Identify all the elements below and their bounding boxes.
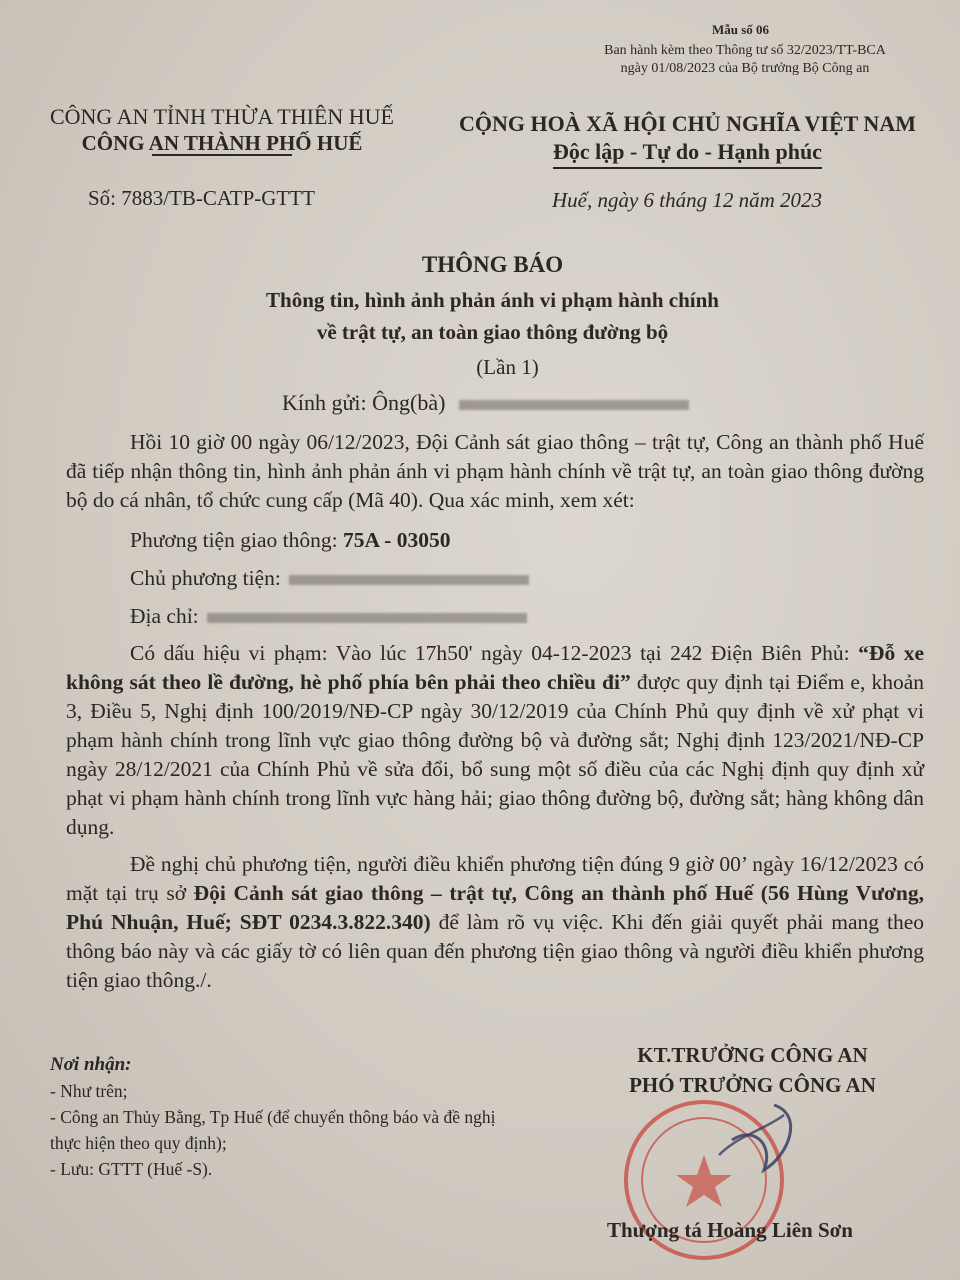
request-rest: để làm rõ vụ việc. Khi đến giải quyết phải mang theo thông báo này và các giấy tờ có liên quan đến phương tiện giao thông và người điều khiển phương tiện giao thông./. xyxy=(66,910,924,992)
form-reference xyxy=(585,42,905,78)
issuing-agency xyxy=(22,104,422,156)
request-lead: Đề nghị chủ phương tiện, người điều khiển phương tiện đúng 9 giờ 00’ ngày 16/12/2023 có mặt tại trụ sở xyxy=(66,852,924,905)
violation-rest: được quy định tại Điểm e, khoản 3, Điều 5, Nghị định 100/2019/NĐ-CP ngày 30/12/2019 của Chính Phủ quy định về xử phạt vi phạm hành chính trong lĩnh vực giao thông đường bộ và đường sắt; Nghị định 123/2021/NĐ-CP ngày 28/12/2021 của Chính Phủ về sửa đổi, bổ sung một số điều của các Nghị định quy định xử phạt vi phạm hành chính trong lĩnh vực hàng hải; giao thông đường bộ, đường sắt; hàng không dân dụng. xyxy=(66,670,924,839)
signer-name: Thượng tá Hoàng Liên Sơn xyxy=(607,1218,853,1242)
subtitle-line2: về trật tự, an toàn giao thông đường bộ xyxy=(316,320,669,344)
salutation-text: Kính gửi: Ông(bà) xyxy=(282,390,446,415)
redacted-owner xyxy=(289,575,529,585)
recipients-block xyxy=(50,1052,530,1182)
violation-paragraph xyxy=(66,639,924,842)
document-subtitle xyxy=(0,284,960,348)
place-date: Huế, ngày 6 tháng 12 năm 2023 xyxy=(552,188,823,212)
signer-title1: KT.TRƯỞNG CÔNG AN xyxy=(637,1043,868,1067)
vehicle-plate: 75A - 03050 xyxy=(342,528,451,552)
vehicle-row xyxy=(66,526,924,555)
unit-agency: CÔNG AN THÀNH PHỐ HUẾ xyxy=(81,131,363,155)
document-number: Số: 7883/TB-CATP-GTTT xyxy=(88,186,315,210)
redacted-address xyxy=(207,613,527,623)
address-row xyxy=(66,602,924,631)
notice-count: (Lần 1) xyxy=(476,355,539,379)
recipient-item: - Công an Thủy Bằng, Tp Huế (để chuyển thông báo và đề nghị thực hiện theo quy định); xyxy=(50,1107,496,1153)
owner-label: Chủ phương tiện: xyxy=(130,566,281,590)
recipient-item: - Như trên; xyxy=(50,1081,128,1101)
owner-row xyxy=(66,564,924,593)
salutation xyxy=(282,390,689,416)
violation-lead: Có dấu hiệu vi phạm: Vào lúc 17h50' ngày 04-12-2023 tại 242 Điện Biên Phủ: xyxy=(130,641,859,665)
document-title: THÔNG BÁO xyxy=(421,252,564,277)
recipients-heading: Nơi nhận: xyxy=(50,1054,132,1075)
violation-text: “Đỗ xe không sát theo lề đường, hè phố phía bên phải theo chiều đi” xyxy=(66,641,924,694)
signer-title2: PHÓ TRƯỞNG CÔNG AN xyxy=(629,1073,876,1097)
request-place: Đội Cảnh sát giao thông – trật tự, Công an thành phố Huế (56 Hùng Vương, Phú Nhuận, Huế; SĐT 0234.3.822.340) xyxy=(66,881,925,934)
vehicle-label: Phương tiện giao thông: xyxy=(130,528,343,552)
nation-motto: Độc lập - Tự do - Hạnh phúc xyxy=(553,138,822,169)
address-label: Địa chỉ: xyxy=(130,604,199,628)
form-reference-line1: Ban hành kèm theo Thông tư số 32/2023/TT-BCA xyxy=(604,43,886,58)
national-header xyxy=(445,110,930,169)
form-number: Mẫu số 06 xyxy=(712,22,770,37)
notice-body xyxy=(66,428,924,995)
request-paragraph xyxy=(66,850,924,995)
parent-agency: CÔNG AN TỈNH THỪA THIÊN HUẾ xyxy=(49,104,394,129)
subtitle-line1: Thông tin, hình ảnh phản ánh vi phạm hành chính xyxy=(266,288,719,312)
intro-paragraph: Hồi 10 giờ 00 ngày 06/12/2023, Đội Cảnh sát giao thông – trật tự, Công an thành phố Huế đã tiếp nhận thông tin, hình ảnh phản ánh vi phạm hành chính về trật tự, an toàn giao thông đường bộ do cá nhân, tổ chức cung cấp (Mã 40). Qua xác minh, xem xét: xyxy=(66,430,924,512)
form-reference-line2: ngày 01/08/2023 của Bộ trưởng Bộ Công an xyxy=(620,61,870,76)
nation-name: CỘNG HOÀ XÃ HỘI CHỦ NGHĨA VIỆT NAM xyxy=(459,111,916,136)
recipient-item: - Lưu: GTTT (Huế -S). xyxy=(50,1159,213,1179)
redacted-name xyxy=(459,400,689,410)
